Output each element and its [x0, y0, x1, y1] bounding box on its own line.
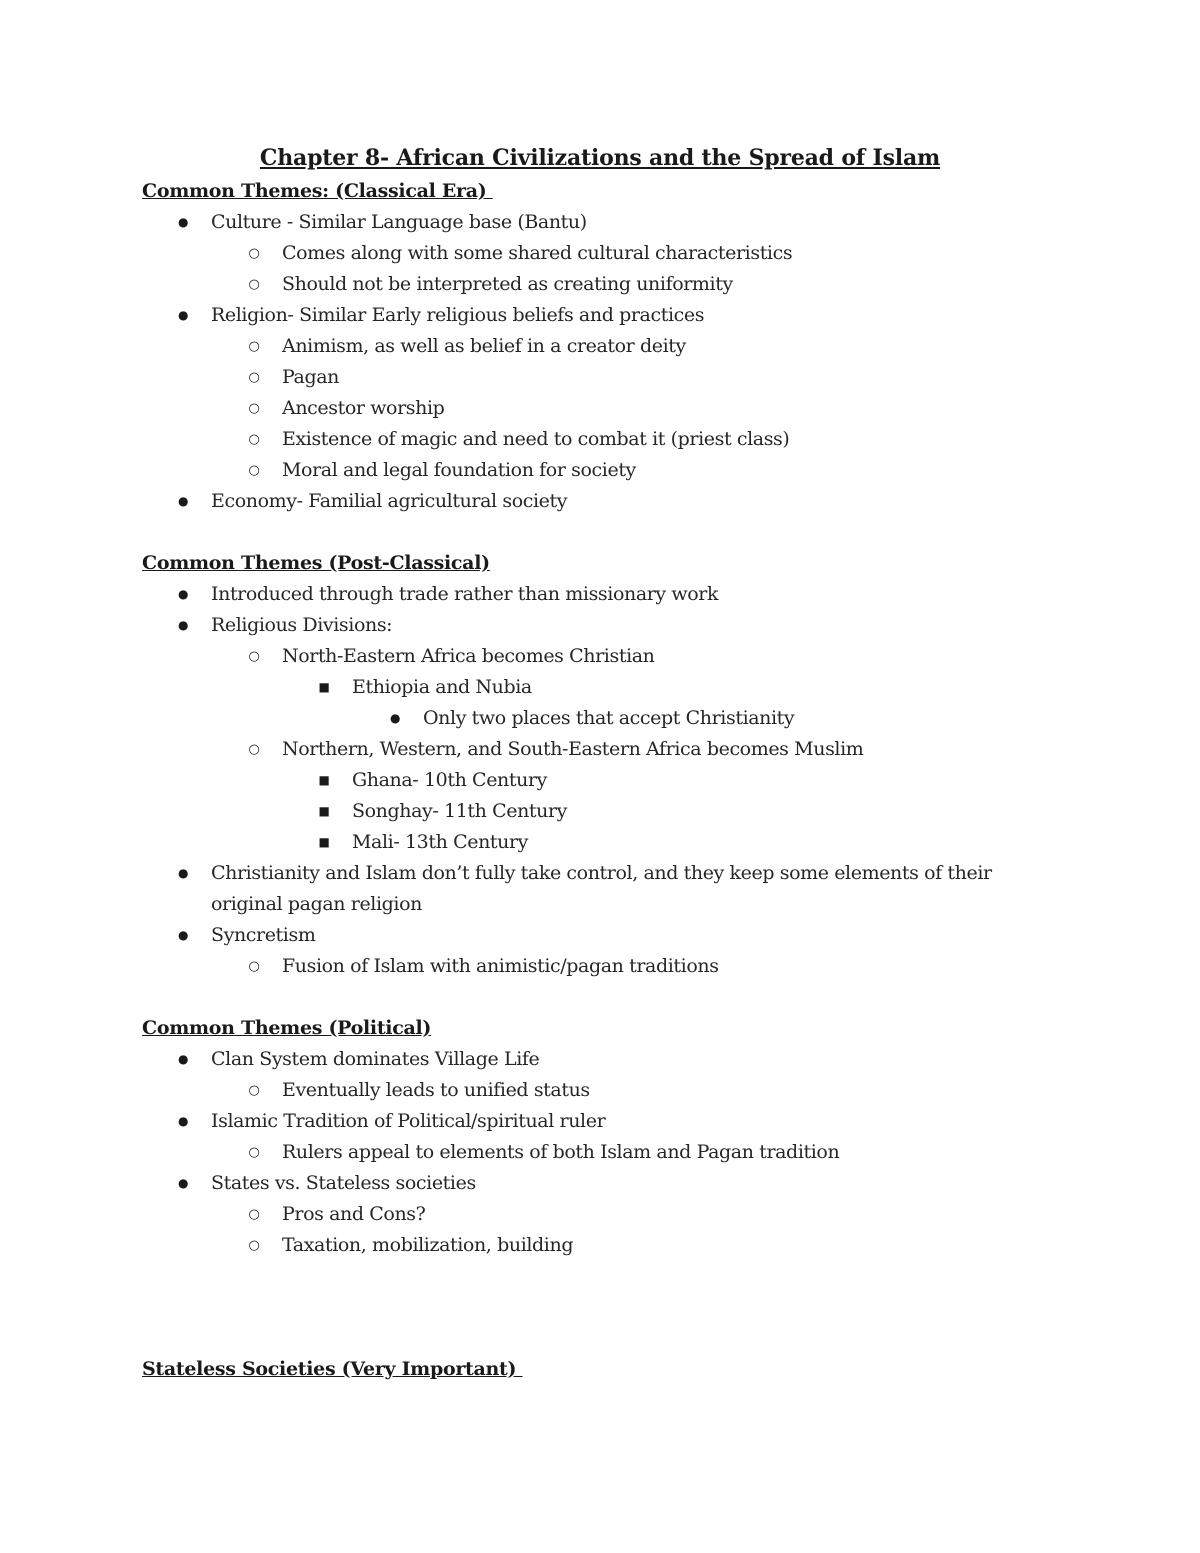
list-item: ○ Existence of magic and need to combat it (priest class)	[142, 424, 1042, 455]
filled-bullet-icon: ●	[177, 1176, 189, 1190]
square-bullet-icon: ■	[318, 835, 330, 849]
list-item: ● Islamic Tradition of Political/spiritual ruler	[142, 1106, 1042, 1137]
list-item: ○ Comes along with some shared cultural characteristics	[142, 238, 1042, 269]
spacer	[142, 1261, 1042, 1354]
list-item: ○ Fusion of Islam with animistic/pagan traditions	[142, 951, 1042, 982]
filled-bullet-icon: ●	[177, 494, 189, 508]
square-bullet-icon: ■	[318, 804, 330, 818]
filled-bullet-icon: ●	[177, 1114, 189, 1128]
list-item: ● States vs. Stateless societies	[142, 1168, 1042, 1199]
section-heading-post-classical: Common Themes (Post-Classical)	[142, 552, 490, 574]
hollow-bullet-icon: ○	[248, 1083, 260, 1098]
filled-bullet-icon: ●	[177, 308, 189, 322]
hollow-bullet-icon: ○	[248, 463, 260, 478]
hollow-bullet-icon: ○	[248, 370, 260, 385]
list-item: ● Culture - Similar Language base (Bantu)	[142, 207, 1042, 238]
list-item: ● Economy- Familial agricultural society	[142, 486, 1042, 517]
document-title: Chapter 8- African Civilizations and the Spread of Islam	[259, 145, 941, 171]
hollow-bullet-icon: ○	[248, 277, 260, 292]
list-item: ■ Songhay- 11th Century	[142, 796, 1042, 827]
hollow-bullet-icon: ○	[248, 1145, 260, 1160]
spacer	[142, 517, 1042, 548]
filled-bullet-icon: ●	[177, 928, 189, 942]
hollow-bullet-icon: ○	[248, 432, 260, 447]
hollow-bullet-icon: ○	[248, 401, 260, 416]
filled-bullet-icon: ●	[177, 618, 189, 632]
hollow-bullet-icon: ○	[248, 1238, 260, 1253]
list-item: ■ Ghana- 10th Century	[142, 765, 1042, 796]
section-heading-stateless-societies: Stateless Societies (Very Important)	[142, 1358, 523, 1380]
list-item: ○ Eventually leads to unified status	[142, 1075, 1042, 1106]
hollow-bullet-icon: ○	[248, 246, 260, 261]
filled-bullet-icon: ●	[177, 215, 189, 229]
hollow-bullet-icon: ○	[248, 649, 260, 664]
list-item: ○ Animism, as well as belief in a creator deity	[142, 331, 1042, 362]
square-bullet-icon: ■	[318, 680, 330, 694]
filled-bullet-icon: ●	[177, 587, 189, 601]
list-item: ○ North-Eastern Africa becomes Christian	[142, 641, 1042, 672]
section-list-post-classical	[142, 579, 1042, 982]
list-item: ● Introduced through trade rather than missionary work	[142, 579, 1042, 610]
hollow-bullet-icon: ○	[248, 339, 260, 354]
list-item: ● Syncretism	[142, 920, 1042, 951]
spacer	[142, 982, 1042, 1013]
list-item: ● Christianity and Islam don’t fully take control, and they keep some elements of their original pagan religion	[142, 858, 1042, 920]
list-item: ● Religion- Similar Early religious beliefs and practices	[142, 300, 1042, 331]
list-item: ○ Ancestor worship	[142, 393, 1042, 424]
list-item: ○ Rulers appeal to elements of both Islam and Pagan tradition	[142, 1137, 1042, 1168]
list-item: ● Only two places that accept Christianity	[142, 703, 1042, 734]
hollow-bullet-icon: ○	[248, 742, 260, 757]
list-item: ● Clan System dominates Village Life	[142, 1044, 1042, 1075]
hollow-bullet-icon: ○	[248, 1207, 260, 1222]
list-item: ○ Moral and legal foundation for society	[142, 455, 1042, 486]
list-item: ○ Pagan	[142, 362, 1042, 393]
filled-bullet-icon: ●	[177, 1052, 189, 1066]
list-item: ○ Taxation, mobilization, building	[142, 1230, 1042, 1261]
section-list-classical	[142, 207, 1042, 517]
filled-bullet-icon: ●	[177, 866, 189, 880]
list-item: ○ Pros and Cons?	[142, 1199, 1042, 1230]
list-item: ○ Northern, Western, and South-Eastern Africa becomes Muslim	[142, 734, 1042, 765]
list-item: ● Religious Divisions:	[142, 610, 1042, 641]
list-item: ■ Ethiopia and Nubia	[142, 672, 1042, 703]
square-bullet-icon: ■	[318, 773, 330, 787]
filled-bullet-icon: ●	[389, 711, 401, 725]
section-heading-classical: Common Themes: (Classical Era)	[142, 180, 493, 202]
section-heading-political: Common Themes (Political)	[142, 1017, 432, 1039]
hollow-bullet-icon: ○	[248, 959, 260, 974]
section-list-political	[142, 1044, 1042, 1261]
list-item: ○ Should not be interpreted as creating uniformity	[142, 269, 1042, 300]
list-item: ■ Mali- 13th Century	[142, 827, 1042, 858]
document-body	[142, 176, 1042, 1385]
